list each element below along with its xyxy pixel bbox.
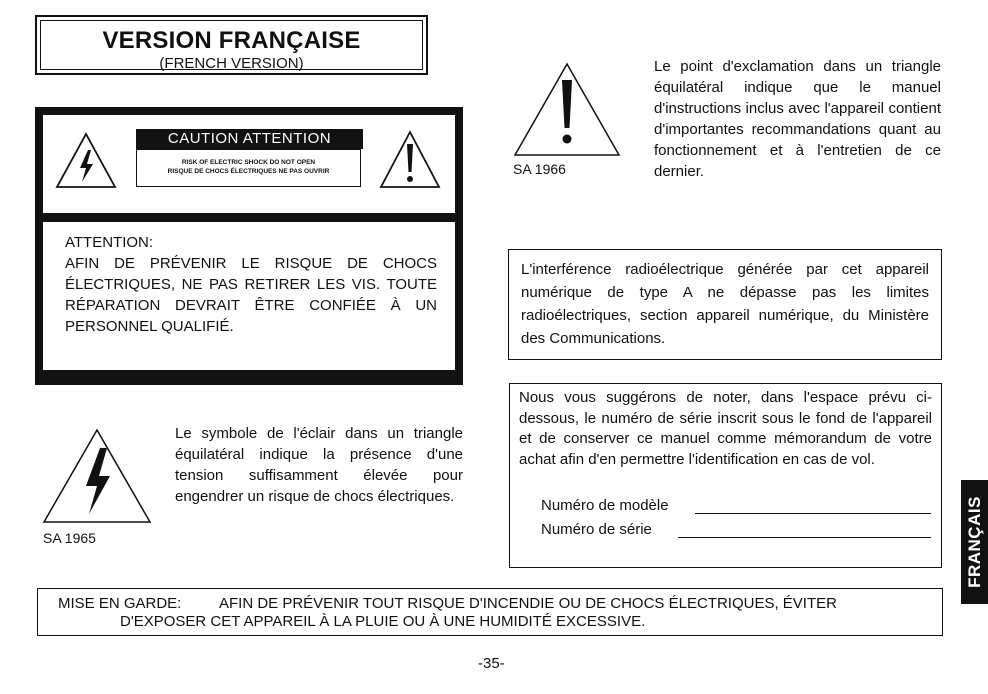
attention-text: AFIN DE PRÉVENIR LE RISQUE DE CHOCS ÉLECTRIQUES, NE PAS RETIRER LES VIS. TOUTE RÉPARATION DEVRAIT ÊTRE CONFIÉE À UN PERSONNEL QUALIFIÉ.: [65, 255, 437, 335]
lightning-triangle-icon: [42, 428, 152, 524]
exclamation-warning-icon: [379, 130, 441, 189]
exclamation-triangle-icon: [513, 62, 621, 157]
exclamation-description: Le point d'exclamation dans un triangle équilatéral indique que le manuel d'instructions inclus avec l'appareil contient d'importantes recommandations quant au fonctionnement et à l'entretien de ce dernier.: [654, 58, 941, 180]
page-subtitle: (FRENCH VERSION): [159, 55, 304, 72]
page-number: -35-: [478, 655, 505, 672]
warning-label: MISE EN GARDE:: [58, 595, 182, 612]
warning-line-2: D'EXPOSER CET APPAREIL À LA PLUIE OU À UNE HUMIDITÉ EXCESSIVE.: [120, 613, 646, 630]
model-number-line: [695, 513, 931, 514]
title-box: [35, 15, 428, 75]
language-tab-label: FRANÇAIS: [964, 496, 984, 588]
serial-notice-text: Nous vous suggérons de noter, dans l'espace prévu ci-dessous, le numéro de série inscrit sous le fond de l'appareil et de conserver ce manuel comme mémorandum de votre achat afin d'en permettre l'identification en cas de vol.: [519, 389, 932, 468]
caution-panel: [35, 107, 463, 385]
radio-notice-text: L'interférence radioélectrique générée par cet appareil numérique de type A ne dépasse pas les limites radioélectriques, section appareil numérique, du Ministère des Communications.: [521, 261, 929, 347]
model-number-label: Numéro de modèle: [541, 497, 669, 514]
sa1966-code: SA 1966: [513, 161, 566, 177]
warning-line-1: AFIN DE PRÉVENIR TOUT RISQUE D'INCENDIE OU DE CHOCS ÉLECTRIQUES, ÉVITER: [219, 595, 837, 612]
language-side-tab: [961, 480, 988, 604]
radio-interference-notice: [508, 249, 942, 360]
serial-number-notice: [509, 383, 942, 568]
warning-box: [37, 588, 943, 636]
caution-label: [43, 115, 455, 213]
caution-plate: [136, 149, 361, 187]
caution-bar: CAUTION ATTENTION: [136, 129, 363, 149]
lightning-description: Le symbole de l'éclair dans un triangle équilatéral indique la présence d'une tension suffisamment élevée pour engendrer un risque de chocs électriques.: [175, 425, 463, 505]
sa1965-code: SA 1965: [43, 530, 96, 546]
attention-area: [43, 222, 455, 370]
caution-line-1: RISK OF ELECTRIC SHOCK DO NOT OPEN: [181, 159, 316, 166]
serial-number-label: Numéro de série: [541, 521, 652, 538]
page-title: VERSION FRANÇAISE: [102, 27, 361, 54]
attention-title: ATTENTION:: [65, 234, 154, 251]
serial-number-line: [678, 537, 931, 538]
lightning-warning-icon: [55, 132, 117, 189]
caution-line-2: RISQUE DE CHOCS ÉLECTRIQUES NE PAS OUVRIR: [167, 168, 330, 175]
